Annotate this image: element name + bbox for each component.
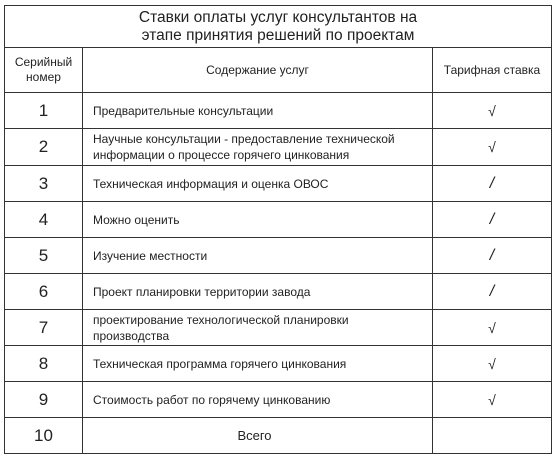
row-number: 9 — [5, 382, 83, 418]
row-description: Техническая информация и оценка ОВОС — [83, 166, 433, 202]
title-line-2: этапе принятия решений по проектам — [141, 26, 415, 44]
row-description: Можно оценить — [83, 202, 433, 238]
total-row — [5, 418, 552, 454]
table-row — [5, 93, 552, 129]
slash-mark: / — [433, 274, 552, 310]
row-number: 4 — [5, 202, 83, 238]
header-content: Содержание услуг — [83, 48, 433, 93]
table-row — [5, 382, 552, 418]
checkmark: √ — [433, 310, 552, 346]
title-row — [5, 6, 552, 48]
slash-mark: / — [433, 166, 552, 202]
title-line-1: Ставки оплаты услуг консультантов на — [138, 8, 418, 26]
row-number: 1 — [5, 93, 83, 129]
table-row — [5, 202, 552, 238]
rates-table — [4, 5, 552, 454]
header-serial: Серийный номер — [5, 48, 83, 93]
table-row — [5, 129, 552, 166]
row-number: 2 — [5, 129, 83, 166]
row-description: Научные консультации - предоставление технической информации о процессе горячего цинкования — [83, 129, 433, 166]
total-label: Всего — [83, 418, 433, 454]
row-number: 6 — [5, 274, 83, 310]
row-number: 7 — [5, 310, 83, 346]
row-number: 8 — [5, 346, 83, 382]
table-row — [5, 346, 552, 382]
checkmark: √ — [433, 93, 552, 129]
table-row — [5, 310, 552, 346]
row-number: 5 — [5, 238, 83, 274]
slash-mark: / — [433, 202, 552, 238]
checkmark: √ — [433, 346, 552, 382]
row-description: Техническая программа горячего цинкования — [83, 346, 433, 382]
row-number: 10 — [5, 418, 83, 454]
row-number: 3 — [5, 166, 83, 202]
row-description: Предварительные консультации — [83, 93, 433, 129]
row-description: Проект планировки территории завода — [83, 274, 433, 310]
table-row — [5, 274, 552, 310]
row-description: проектирование технологической планировки производства — [83, 310, 433, 346]
checkmark: √ — [433, 129, 552, 166]
header-row — [5, 48, 552, 93]
table-title — [5, 6, 552, 48]
row-description: Изучение местности — [83, 238, 433, 274]
table-row — [5, 238, 552, 274]
header-rate: Тарифная ставка — [433, 48, 552, 93]
slash-mark: / — [433, 238, 552, 274]
table-row — [5, 166, 552, 202]
checkmark: √ — [433, 382, 552, 418]
total-rate-cell — [433, 418, 552, 454]
row-description: Стоимость работ по горячему цинкованию — [83, 382, 433, 418]
